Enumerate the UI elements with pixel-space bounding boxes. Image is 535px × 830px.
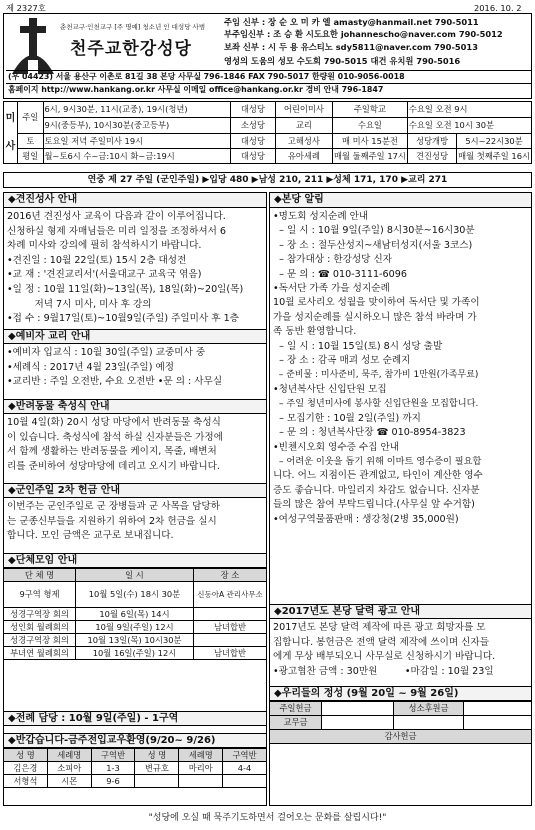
pet-blessing-body — [7, 416, 223, 474]
col-header: 세례명 — [179, 749, 223, 762]
newcomer-baptismal — [179, 775, 223, 788]
text-line: – 문 의 : ☎ 010-3111-6096 — [273, 268, 407, 280]
group-place — [194, 608, 267, 621]
text-line: 저녁 7시 미사, 미사 후 강의 — [7, 298, 152, 310]
military-collection-body — [7, 500, 220, 544]
text-line: 들의 많은 참여 부탁드립니다.(사무실 앞 수거함) — [273, 499, 475, 511]
mass-kind: 교리 — [275, 118, 332, 134]
liturgy-duty-title: ◆전례 담당 : 10월 9일(주일) - 1구역 — [4, 711, 266, 726]
group-place: 남녀합반 — [194, 647, 267, 660]
bulletin-date: 2016. 10. 2 — [474, 3, 522, 13]
text-line: – 참가대상 : 한강성당 신자 — [273, 254, 393, 266]
mass-row-label: 토 — [17, 134, 43, 149]
text-line: 2017년도 본당 달력 제작에 따른 광고 희망자를 모 — [273, 622, 486, 633]
offering-label: 교무금 — [270, 716, 322, 730]
issue-number: 제 2327호 — [6, 3, 46, 13]
text-line: – 문 의 : 청년복사단장 ☎ 010-8954-3823 — [273, 427, 466, 439]
newcomer-name — [135, 775, 179, 788]
newcomer-district: 1-3 — [91, 762, 135, 775]
text-line: 에게 무상 배부되오니 사무실로 신청하시기 바랍니다. — [273, 651, 496, 663]
col-header: 일 시 — [76, 569, 194, 582]
logo-caption: 춘천교구·인천교구 [주 명예] 청소년 인 대성당 사범 — [60, 23, 206, 31]
text-line: 니다. 어느 지점이든 관계없고, 타인이 계산한 영수 — [273, 470, 483, 482]
mass-day: 매월 둘째주일 17시 — [332, 149, 407, 164]
mass-side-label: 미 사 — [4, 102, 18, 164]
parish-notice-title: ◆본당 알림 — [270, 193, 531, 208]
mass-time: 월~토6시 수~금:10시 화~금:19시 — [43, 149, 230, 164]
text-line: 차례 미사와 강의에 필히 참석하시기 바랍니다. — [7, 240, 202, 252]
group-name: 부녀연 월례회의 — [4, 647, 76, 660]
mass-extra-value: 5시~22시30분 — [457, 134, 532, 149]
text-line: •일 정 : 10월 11일(화)~13일(목), 18일(화)~20일(목) — [7, 283, 244, 295]
group-time: 10월 6일(목) 14시 — [76, 608, 194, 621]
text-line: – 일 시 : 10월 15일(토) 8시 성당 출발 — [273, 340, 443, 352]
nuns-line: 영성의 도움의 성모 수도회 790-5015 대건 유치원 790-5016 — [224, 56, 461, 66]
mass-detail: 수요일 오전 9시 — [407, 102, 531, 118]
text-line: •광고협찬 금액 : 30만원 •마감일 : 10월 23일 — [273, 665, 494, 677]
newcomer-name: 변규호 — [135, 762, 179, 775]
text-line: 증도 좋습니다. 마일리지 차감도 없습니다. 신자분 — [273, 484, 480, 496]
newcomer-district — [223, 775, 267, 788]
group-name: 성인회 월례회의 — [4, 621, 76, 634]
text-line: – 준비물 : 미사준비, 묵주, 참가비 1만원(가족무료) — [273, 370, 479, 381]
text-line: •교리반 : 주일 오전반, 수요 오전반 •문 의 : 사무실 — [7, 376, 223, 388]
group-name: 9구역 형제 — [4, 582, 76, 608]
group-meeting-title: ◆단체모임 안내 — [4, 553, 266, 568]
left-column — [3, 192, 267, 806]
text-line: 2016년 견진성사 교육이 다음과 같이 이루어집니다. — [7, 211, 226, 222]
newcomer-baptismal: 마리아 — [179, 762, 223, 775]
offerings-table — [269, 701, 532, 806]
offering-label — [394, 716, 464, 730]
text-line: 족 동반 환영합니다. — [273, 326, 357, 338]
mass-day: 주일학교 — [332, 102, 407, 118]
text-line: – 일 시 : 10월 9일(주일) 8시30분~16시30분 — [273, 225, 475, 237]
mass-kind: 어린이미사 — [275, 102, 332, 118]
group-place: 남녀합반 — [194, 621, 267, 634]
text-line: – 주일 청년미사에 봉사할 신입단원을 모집합니다. — [273, 398, 479, 410]
newcomer-district: 4-4 — [223, 762, 267, 775]
text-line: •독서단 가족 가을 성지순례 — [273, 283, 390, 295]
group-time: 10월 16일(주일) 12시 — [76, 647, 194, 660]
parish-notice-body — [273, 210, 483, 527]
website-line: 홈페이지 http://www.hankang.or.kr 사무실 이메일 office@hankang.or.kr 경비 안내 796-1847 — [6, 83, 531, 96]
thanks-offering-area — [270, 744, 532, 807]
offering-label: 성소후원금 — [394, 702, 464, 716]
newcomers-table — [3, 748, 267, 788]
mass-place: 대성당 — [230, 134, 275, 149]
offering-value — [464, 702, 532, 716]
text-line: 가을 성지순례를 실시하오니 많은 참석 바라며 가 — [273, 311, 477, 323]
text-line: •예비자 입교식 : 10월 30일(주일) 교중미사 중 — [7, 347, 206, 358]
mass-row-label: 주일 — [17, 102, 43, 134]
mass-extra-label: 성당개방 — [407, 134, 456, 149]
pet-blessing-title: ◆반려동물 축성식 안내 — [4, 399, 266, 414]
military-collection-title: ◆군인주일 2차 헌금 안내 — [4, 483, 266, 498]
offering-value — [322, 716, 394, 730]
newcomer-district: 9-6 — [91, 775, 135, 788]
group-place — [194, 634, 267, 647]
col-header: 구역반 — [223, 749, 267, 762]
mass-time: 9시(중등부), 10시30분(중고등부) — [43, 118, 230, 134]
mass-time: 토요일 저녁 주일미사 19시 — [43, 134, 230, 149]
thanks-offering-label: 감사헌금 — [270, 730, 532, 744]
text-line: •교 재 : '견진교리서'(서울대교구 교육국 엮음) — [7, 269, 202, 281]
mass-schedule-table — [3, 101, 532, 164]
calendar-ad-body — [273, 621, 495, 679]
mass-time: 6시, 9시30분, 11시(교중), 19시(청년) — [43, 102, 230, 118]
mass-detail: 수요일 오전 10시 30분 — [407, 118, 531, 134]
newcomer-name: 서형석 — [4, 775, 48, 788]
mass-row-label: 평일 — [17, 149, 43, 164]
confirmation-title: ◆견진성사 안내 — [4, 193, 266, 208]
text-line: – 장 소 : 절두산성지~새남터성지(서울 3코스) — [273, 239, 473, 251]
group-meeting-table — [3, 568, 267, 660]
newcomers-title: ◆반갑습니다-금주전입교우환영(9/20~ 9/26) — [4, 733, 266, 748]
newcomer-baptismal: 소피아 — [47, 762, 91, 775]
mass-day: 수요일 — [332, 118, 407, 134]
assist-pastor-line: 보좌 신부 : 시 두 용 유스티노 sdy5811@naver.com 790-5013 — [224, 42, 478, 52]
col-header: 단 체 명 — [4, 569, 76, 582]
text-line: 신청하실 형제 자매님들은 미리 일정을 조정하셔서 6 — [7, 225, 227, 237]
text-line: 10월 4일(화) 20시 성당 마당에서 반려동물 축성식 — [7, 417, 221, 428]
text-line: 집합니다. 봉헌금은 전액 달력 제작에 쓰이며 신자들 — [273, 636, 489, 648]
right-column — [269, 192, 532, 806]
offering-label: 주일헌금 — [270, 702, 322, 716]
text-line: •세례식 : 2017년 4월 23일(주일) 예정 — [7, 361, 175, 373]
mass-extra-label: 견진성당 — [407, 149, 456, 164]
pastor-line: 주임 신부 : 장 순 오 미 카 엘 amasty@hanmail.net 790-5011 — [224, 17, 479, 27]
offering-value — [322, 702, 394, 716]
group-time: 10월 9일(주일) 12시 — [76, 621, 194, 634]
text-line: 리를 준비하여 성당마당에 데리고 오시기 바랍니다. — [7, 460, 220, 472]
text-line: •접 수 : 9월17일(토)~10월9일(주일) 주일미사 후 1층 — [7, 313, 239, 325]
col-header: 장 소 — [194, 569, 267, 582]
group-name: 성경구역장 회의 — [4, 608, 76, 621]
church-name: 천주교한강성당 — [70, 39, 192, 59]
church-logo-icon — [10, 16, 56, 76]
text-line: – 어려운 이웃을 돕기 위해 이마트 영수증이 필요합 — [273, 455, 482, 467]
text-line: 이번주는 군인주일로 군 장병들과 군 사목을 담당하 — [7, 501, 220, 512]
confirmation-body — [7, 210, 243, 327]
text-line: – 모집기한 : 10월 2일(주일) 까지 — [273, 412, 421, 424]
mass-extra-value: 매월 첫째주일 16시 — [457, 149, 532, 164]
text-line: •청년복사단 신입단원 모집 — [273, 383, 387, 395]
mass-kind: 고해성사 — [275, 134, 332, 149]
col-header: 세례명 — [47, 749, 91, 762]
offerings-title: ◆우리들의 정성 (9월 20일 ~ 9월 26일) — [270, 686, 531, 701]
sunday-stats: 연중 제 27 주일 (군인주일) ▶입당 480 ▶남성 210, 211 ▶성체 171, 170 ▶교리 271 — [3, 172, 532, 188]
group-time: 10월 5일(수) 18시 30분 — [76, 582, 194, 608]
catechumen-body — [7, 346, 222, 390]
col-header: 성 명 — [4, 749, 48, 762]
offering-value — [464, 716, 532, 730]
address-line: (우 04423) 서울 용산구 이촌로 81길 38 본당 사무실 796-1846 FAX 790-5017 한량원 010-9056-0018 — [6, 70, 531, 83]
text-line: •견진일 : 10월 22일(토) 15시 2층 대성전 — [7, 254, 187, 266]
group-time: 10월 13일(목) 10시30분 — [76, 634, 194, 647]
footer-slogan: "성당에 오실 때 묵주기도하면서 걸어오는 문화를 살립시다!" — [148, 813, 387, 823]
mass-day: 매 미사 15분전 — [332, 134, 407, 149]
text-line: 이 있습니다. 축성식에 참석 하실 신자분들은 가정에 — [7, 431, 223, 443]
text-line: •여성구역물품판매 : 생강청(2병 35,000원) — [273, 513, 459, 525]
mass-place: 대성당 — [230, 102, 275, 118]
mass-kind: 유아세례 — [275, 149, 332, 164]
mass-place: 소성당 — [230, 118, 275, 134]
text-line: 10월 로사리오 성월을 맞이하여 독서단 및 가족이 — [273, 297, 480, 309]
text-line: 서 함께 생활하는 반려동물을 케이지, 목줄, 배변처 — [7, 446, 217, 458]
newcomer-baptismal: 시몬 — [47, 775, 91, 788]
text-line: 합니다. 모인 금액은 교구로 보내집니다. — [7, 530, 174, 542]
col-header: 구역반 — [91, 749, 135, 762]
text-line: •빈첸시오회 영수증 수집 안내 — [273, 441, 400, 453]
vice-pastor-line: 부주임신부 : 조 승 환 시도요한 johannescho@naver.com 790-5012 — [224, 29, 503, 39]
group-place: 신동아A 관리사무소 — [194, 582, 267, 608]
calendar-ad-title: ◆2017년도 본당 달력 광고 안내 — [270, 604, 531, 619]
col-header: 성 명 — [135, 749, 179, 762]
catechumen-title: ◆예비자 교리 안내 — [4, 329, 266, 344]
text-line: 는 군종신부들을 지원하기 위하여 2차 헌금을 실시 — [7, 515, 217, 527]
newcomer-name: 김은경 — [4, 762, 48, 775]
text-line: •명도회 성지순례 안내 — [273, 211, 369, 222]
group-name: 성경구역장 회의 — [4, 634, 76, 647]
header-box — [3, 13, 532, 99]
mass-place: 대성당 — [230, 149, 275, 164]
text-line: – 장 소 : 감곡 매괴 성모 순례지 — [273, 355, 411, 367]
